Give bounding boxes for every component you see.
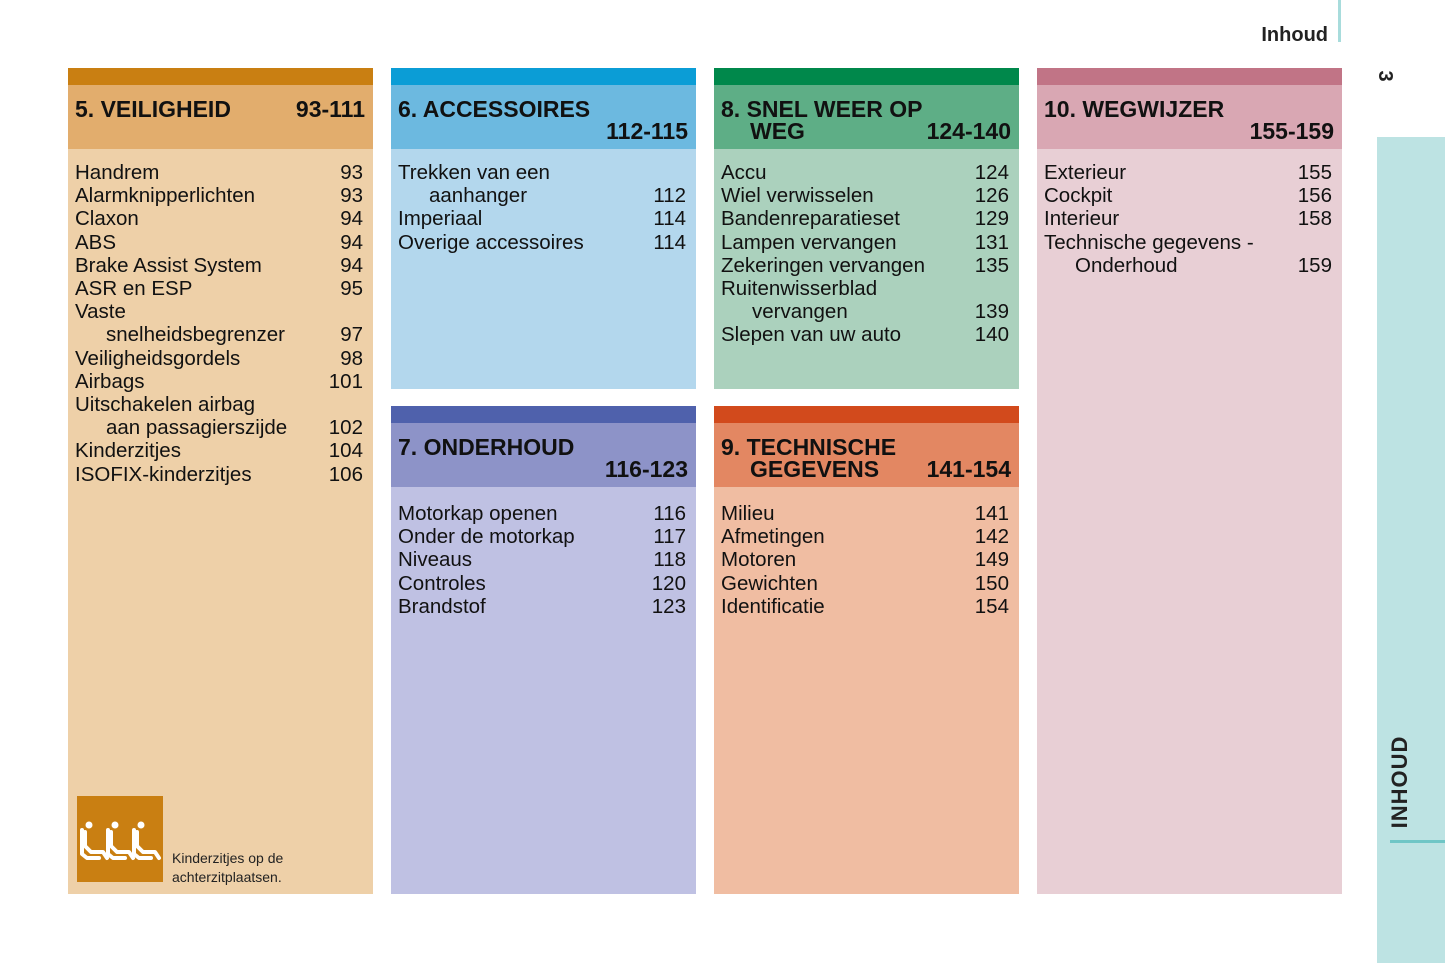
toc-entry-label: Uitschakelen airbag (75, 393, 256, 417)
toc-entry-page: 139 (974, 300, 1009, 324)
toc-entry[interactable] (714, 595, 1019, 618)
toc-entry-label: Exterieur (1044, 161, 1127, 184)
toc-entry-label: Technische gegevens - (1044, 230, 1254, 254)
toc-entry-page: 158 (1297, 207, 1332, 231)
toc-entry-page: 106 (328, 462, 363, 486)
toc-entry-page: 104 (328, 439, 363, 463)
toc-entry-label: Airbags (75, 369, 145, 393)
section-title: 5. VEILIGHEID (75, 96, 231, 122)
toc-entry[interactable] (68, 439, 373, 462)
toc-entry-page: 159 (1297, 253, 1332, 277)
entry-list (1037, 161, 1342, 277)
toc-entry-label: ABS (75, 230, 117, 254)
toc-entry-label: Motoren (721, 548, 797, 572)
entry-list (714, 161, 1019, 347)
toc-entry[interactable] (68, 463, 373, 486)
caption-line: Kinderzitjes op de (172, 850, 284, 866)
toc-entry-page: 116 (653, 502, 686, 525)
toc-entry-label: Handrem (75, 161, 160, 184)
toc-entry[interactable] (68, 347, 373, 370)
section-body (391, 149, 696, 389)
section-accessoires (391, 68, 696, 389)
child-seat-icon (77, 796, 163, 882)
section-technische-gegevens (714, 406, 1019, 894)
toc-entry-page: 94 (340, 230, 363, 254)
child-seat-caption (172, 849, 283, 887)
toc-entry[interactable] (391, 231, 696, 254)
toc-entry-page: 120 (651, 571, 686, 595)
toc-entry-label: Claxon (75, 207, 139, 231)
toc-entry-page: 98 (340, 346, 363, 370)
toc-entry-label: Lampen vervangen (721, 230, 897, 254)
section-header (714, 85, 1019, 149)
toc-entry-label: Interieur (1044, 207, 1120, 231)
toc-entry-label-cont: aanhanger (429, 184, 528, 208)
section-title-cont: WEG (750, 118, 805, 144)
toc-entry-page: 155 (1297, 161, 1332, 184)
entry-list (68, 161, 373, 486)
section-color-bar (391, 68, 696, 85)
toc-entry-label: Brandstof (398, 594, 486, 618)
toc-entry[interactable] (391, 525, 696, 548)
section-color-bar (714, 406, 1019, 423)
toc-entry[interactable] (1037, 161, 1342, 184)
toc-entry[interactable] (714, 548, 1019, 571)
caption-line: achterzitplaatsen. (172, 869, 282, 885)
section-color-bar (391, 406, 696, 423)
toc-entry[interactable] (391, 595, 696, 618)
toc-entry-page: 97 (340, 323, 363, 347)
section-range: 141-154 (926, 456, 1011, 482)
toc-entry-page: 114 (653, 230, 686, 254)
toc-entry[interactable] (714, 231, 1019, 254)
section-header (68, 85, 373, 149)
section-range: 112-115 (606, 118, 688, 144)
toc-entry-label: Bandenreparatieset (721, 207, 900, 231)
toc-entry-page: 123 (651, 594, 686, 618)
entry-list (391, 502, 696, 618)
toc-entry-page: 131 (974, 230, 1009, 254)
toc-entry-label: Slepen van uw auto (721, 323, 902, 347)
toc-entry-label: Onder de motorkap (398, 525, 575, 549)
section-body (714, 487, 1019, 894)
section-header (391, 423, 696, 487)
toc-entry-label: Identificatie (721, 594, 825, 618)
toc-entry-page: 95 (340, 277, 363, 301)
toc-entry-label-cont: snelheidsbegrenzer (106, 323, 285, 347)
toc-entry[interactable] (714, 161, 1019, 184)
toc-entry[interactable] (1037, 207, 1342, 230)
section-body (391, 487, 696, 894)
toc-entry-page: 112 (653, 184, 686, 208)
toc-entry-page: 117 (653, 525, 686, 549)
toc-entry-label: Milieu (721, 502, 775, 525)
section-title: 8. SNEL WEER OP (721, 96, 923, 122)
toc-entry[interactable] (714, 502, 1019, 525)
toc-entry-page: 93 (340, 161, 363, 184)
toc-entry-label: ASR en ESP (75, 277, 193, 301)
toc-entry-page: 126 (974, 184, 1009, 208)
section-title: 9. TECHNISCHE (721, 434, 897, 460)
section-wegwijzer (1037, 68, 1342, 894)
toc-entry-label: Accu (721, 161, 767, 184)
toc-entry-page: 124 (974, 161, 1009, 184)
entry-list (714, 502, 1019, 618)
toc-entry-label: Controles (398, 571, 486, 595)
section-body (1037, 149, 1342, 894)
toc-entry-label-cont: vervangen (752, 300, 848, 324)
section-onderhoud (391, 406, 696, 894)
toc-entry-page: 93 (340, 184, 363, 208)
side-tab-rule (1390, 840, 1445, 843)
section-veiligheid (68, 68, 373, 894)
toc-entry[interactable] (68, 254, 373, 277)
toc-entry-label: Veiligheidsgordels (75, 346, 241, 370)
toc-entry-label: Overige accessoires (398, 230, 584, 254)
section-body (68, 149, 373, 894)
toc-entry-page: 140 (974, 323, 1009, 347)
section-body (714, 149, 1019, 389)
toc-entry-page: 156 (1297, 184, 1332, 208)
section-title: 6. ACCESSOIRES (398, 96, 591, 122)
section-range: 155-159 (1249, 118, 1334, 144)
toc-entry[interactable] (68, 300, 373, 346)
toc-entry[interactable] (714, 184, 1019, 207)
toc-entry[interactable] (68, 393, 373, 439)
toc-entry-label: Brake Assist System (75, 253, 262, 277)
toc-entry[interactable] (391, 502, 696, 525)
toc-entry-label: Gewichten (721, 571, 818, 595)
section-color-bar (714, 68, 1019, 85)
toc-entry-label: ISOFIX-kinderzitjes (75, 462, 252, 486)
toc-entry[interactable] (68, 370, 373, 393)
entry-list (391, 161, 696, 254)
section-title: 7. ONDERHOUD (398, 434, 575, 460)
toc-entry-page: 118 (653, 548, 686, 572)
side-tab-label: INHOUD (1387, 735, 1412, 829)
toc-entry-label: Zekeringen vervangen (721, 253, 925, 277)
toc-entry[interactable] (391, 572, 696, 595)
toc-entry-label: Wiel verwisselen (721, 184, 874, 208)
toc-entry[interactable] (714, 525, 1019, 548)
toc-entry-page: 94 (340, 253, 363, 277)
section-color-bar (1037, 68, 1342, 85)
toc-entry-page: 135 (974, 253, 1009, 277)
section-header (1037, 85, 1342, 149)
toc-entry-label-cont: Onderhoud (1075, 253, 1178, 277)
section-range: 116-123 (604, 456, 688, 482)
section-snel-weer-op-weg (714, 68, 1019, 389)
toc-entry-label: Imperiaal (398, 207, 483, 231)
toc-entry-page: 101 (328, 369, 363, 393)
toc-entry[interactable] (714, 323, 1019, 346)
toc-entry-page: 149 (974, 548, 1009, 572)
toc-entry[interactable] (391, 161, 696, 207)
toc-entry[interactable] (714, 277, 1019, 323)
toc-entry[interactable] (68, 277, 373, 300)
page-number: 3 (1374, 70, 1396, 82)
toc-entry[interactable] (68, 231, 373, 254)
toc-entry[interactable] (68, 207, 373, 230)
section-color-bar (68, 68, 373, 85)
section-range: 93-111 (295, 96, 365, 122)
section-title-cont: GEGEVENS (750, 456, 880, 482)
toc-entry-page: 141 (974, 502, 1009, 525)
section-range: 124-140 (926, 118, 1011, 144)
toc-entry[interactable] (1037, 184, 1342, 207)
toc-entry-page: 102 (328, 416, 363, 440)
toc-entry-label: Kinderzitjes (75, 439, 181, 463)
toc-entry[interactable] (391, 207, 696, 230)
toc-entry-label: Trekken van een (398, 161, 550, 184)
toc-entry-label: Alarmknipperlichten (75, 184, 256, 208)
toc-entry-label: Ruitenwisserblad (721, 277, 878, 301)
toc-entry-page: 154 (974, 594, 1009, 618)
toc-entry[interactable] (68, 184, 373, 207)
toc-entry-label: Cockpit (1044, 184, 1113, 208)
toc-entry-page: 94 (340, 207, 363, 231)
toc-entry-label: Vaste (75, 300, 126, 324)
section-header (714, 423, 1019, 487)
toc-entry[interactable] (391, 548, 696, 571)
toc-entry[interactable] (714, 254, 1019, 277)
toc-entry-label-cont: aan passagierszijde (106, 416, 288, 440)
toc-entry[interactable] (68, 161, 373, 184)
toc-entry-page: 142 (974, 525, 1009, 549)
toc-entry[interactable] (1037, 231, 1342, 277)
toc-entry-page: 114 (653, 207, 686, 231)
toc-entry[interactable] (714, 572, 1019, 595)
toc-entry-page: 150 (974, 571, 1009, 595)
section-header (391, 85, 696, 149)
toc-entry-label: Niveaus (398, 548, 473, 572)
toc-entry-label: Motorkap openen (398, 502, 558, 525)
toc-entry-label: Afmetingen (721, 525, 825, 549)
section-title: 10. WEGWIJZER (1044, 96, 1225, 122)
toc-entry-page: 129 (974, 207, 1009, 231)
page-title: Inhoud (1261, 24, 1328, 46)
toc-entry[interactable] (714, 207, 1019, 230)
header-rule (1338, 0, 1341, 42)
